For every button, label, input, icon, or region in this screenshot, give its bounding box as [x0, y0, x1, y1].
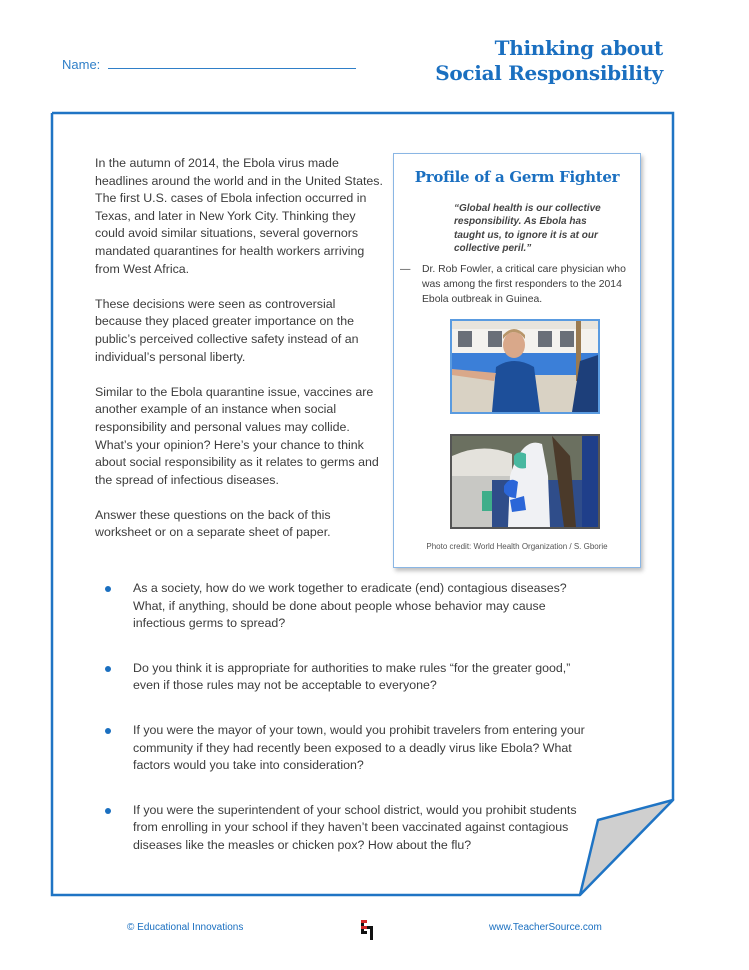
- educational-innovations-logo-icon: [360, 919, 374, 941]
- question-item: [100, 802, 600, 855]
- bullet-icon: [105, 808, 111, 814]
- bullet-icon: [105, 728, 111, 734]
- question-list: [100, 580, 600, 882]
- title-line-2: Social Responsibility: [435, 61, 663, 85]
- bullet-icon: [105, 666, 111, 672]
- photo-doctor: [450, 319, 600, 414]
- name-label: Name:: [62, 57, 101, 72]
- question-text: If you were the superintendent of your school district, would you prohibit students from enrolling in your school if they haven’t been vaccinated against contagious diseases like the measles or chicken pox? How about the flu?: [133, 802, 577, 852]
- intro-text: [95, 155, 385, 560]
- question-text: Do you think it is appropriate for authorities to make rules “for the greater good,” even if those rules may not be acceptable to everyone?: [133, 660, 571, 693]
- footer-website[interactable]: www.TeacherSource.com: [489, 922, 602, 933]
- footer-copyright: © Educational Innovations: [127, 922, 244, 933]
- intro-paragraph: These decisions were seen as controversial because they placed greater importance on the public’s perceived collective safety instead of an individual’s personal liberty.: [95, 296, 359, 364]
- title-line-1: Thinking about: [494, 36, 663, 60]
- photo-health-worker-image-icon: [452, 436, 598, 527]
- photo-credit: Photo credit: World Health Organization / S. Gborie: [426, 542, 608, 551]
- photo-doctor-image-icon: [452, 321, 598, 412]
- question-item: [100, 722, 600, 775]
- intro-paragraph: In the autumn of 2014, the Ebola virus made headlines around the world and in the United States. The first U.S. cases of Ebola infection occurred in Texas, and later in New York City. Thinking they could avoid similar situations, several governors mandated quarantines for health workers arriving from West Africa.: [95, 156, 383, 276]
- intro-paragraph: Similar to the Ebola quarantine issue, vaccines are another example of an instance when social responsibility and personal values may collide. What’s your opinion? Here’s your chance to think about social responsibility as it relates to germs and the spread of infectious diseases.: [95, 384, 379, 487]
- question-item: [100, 580, 600, 633]
- attribution-text: Dr. Rob Fowler, a critical care physician who was among the first responders to the 2014 Ebola outbreak in Guinea.: [422, 264, 626, 305]
- profile-box: [393, 153, 641, 568]
- question-text: If you were the mayor of your town, would you prohibit travelers from entering your community if they had recently been exposed to a deadly virus like Ebola? What factors would you take into consideration?: [133, 722, 585, 773]
- bullet-icon: [105, 586, 111, 592]
- photo-health-worker: [450, 434, 600, 529]
- profile-title: Profile of a Germ Fighter: [414, 168, 620, 186]
- attribution-dash: —: [400, 264, 411, 275]
- question-item: [100, 660, 600, 695]
- profile-quote: “Global health is our collective responsibility. As Ebola has taught us, to ignore it is at our collective peril.”: [454, 203, 601, 254]
- profile-attribution: [400, 262, 632, 307]
- intro-paragraph: Answer these questions on the back of this worksheet or on a separate sheet of paper.: [95, 507, 331, 540]
- question-text: As a society, how do we work together to eradicate (end) contagious diseases? What, if anything, should be done about people whose behavior may cause infectious germs to spread?: [133, 581, 567, 631]
